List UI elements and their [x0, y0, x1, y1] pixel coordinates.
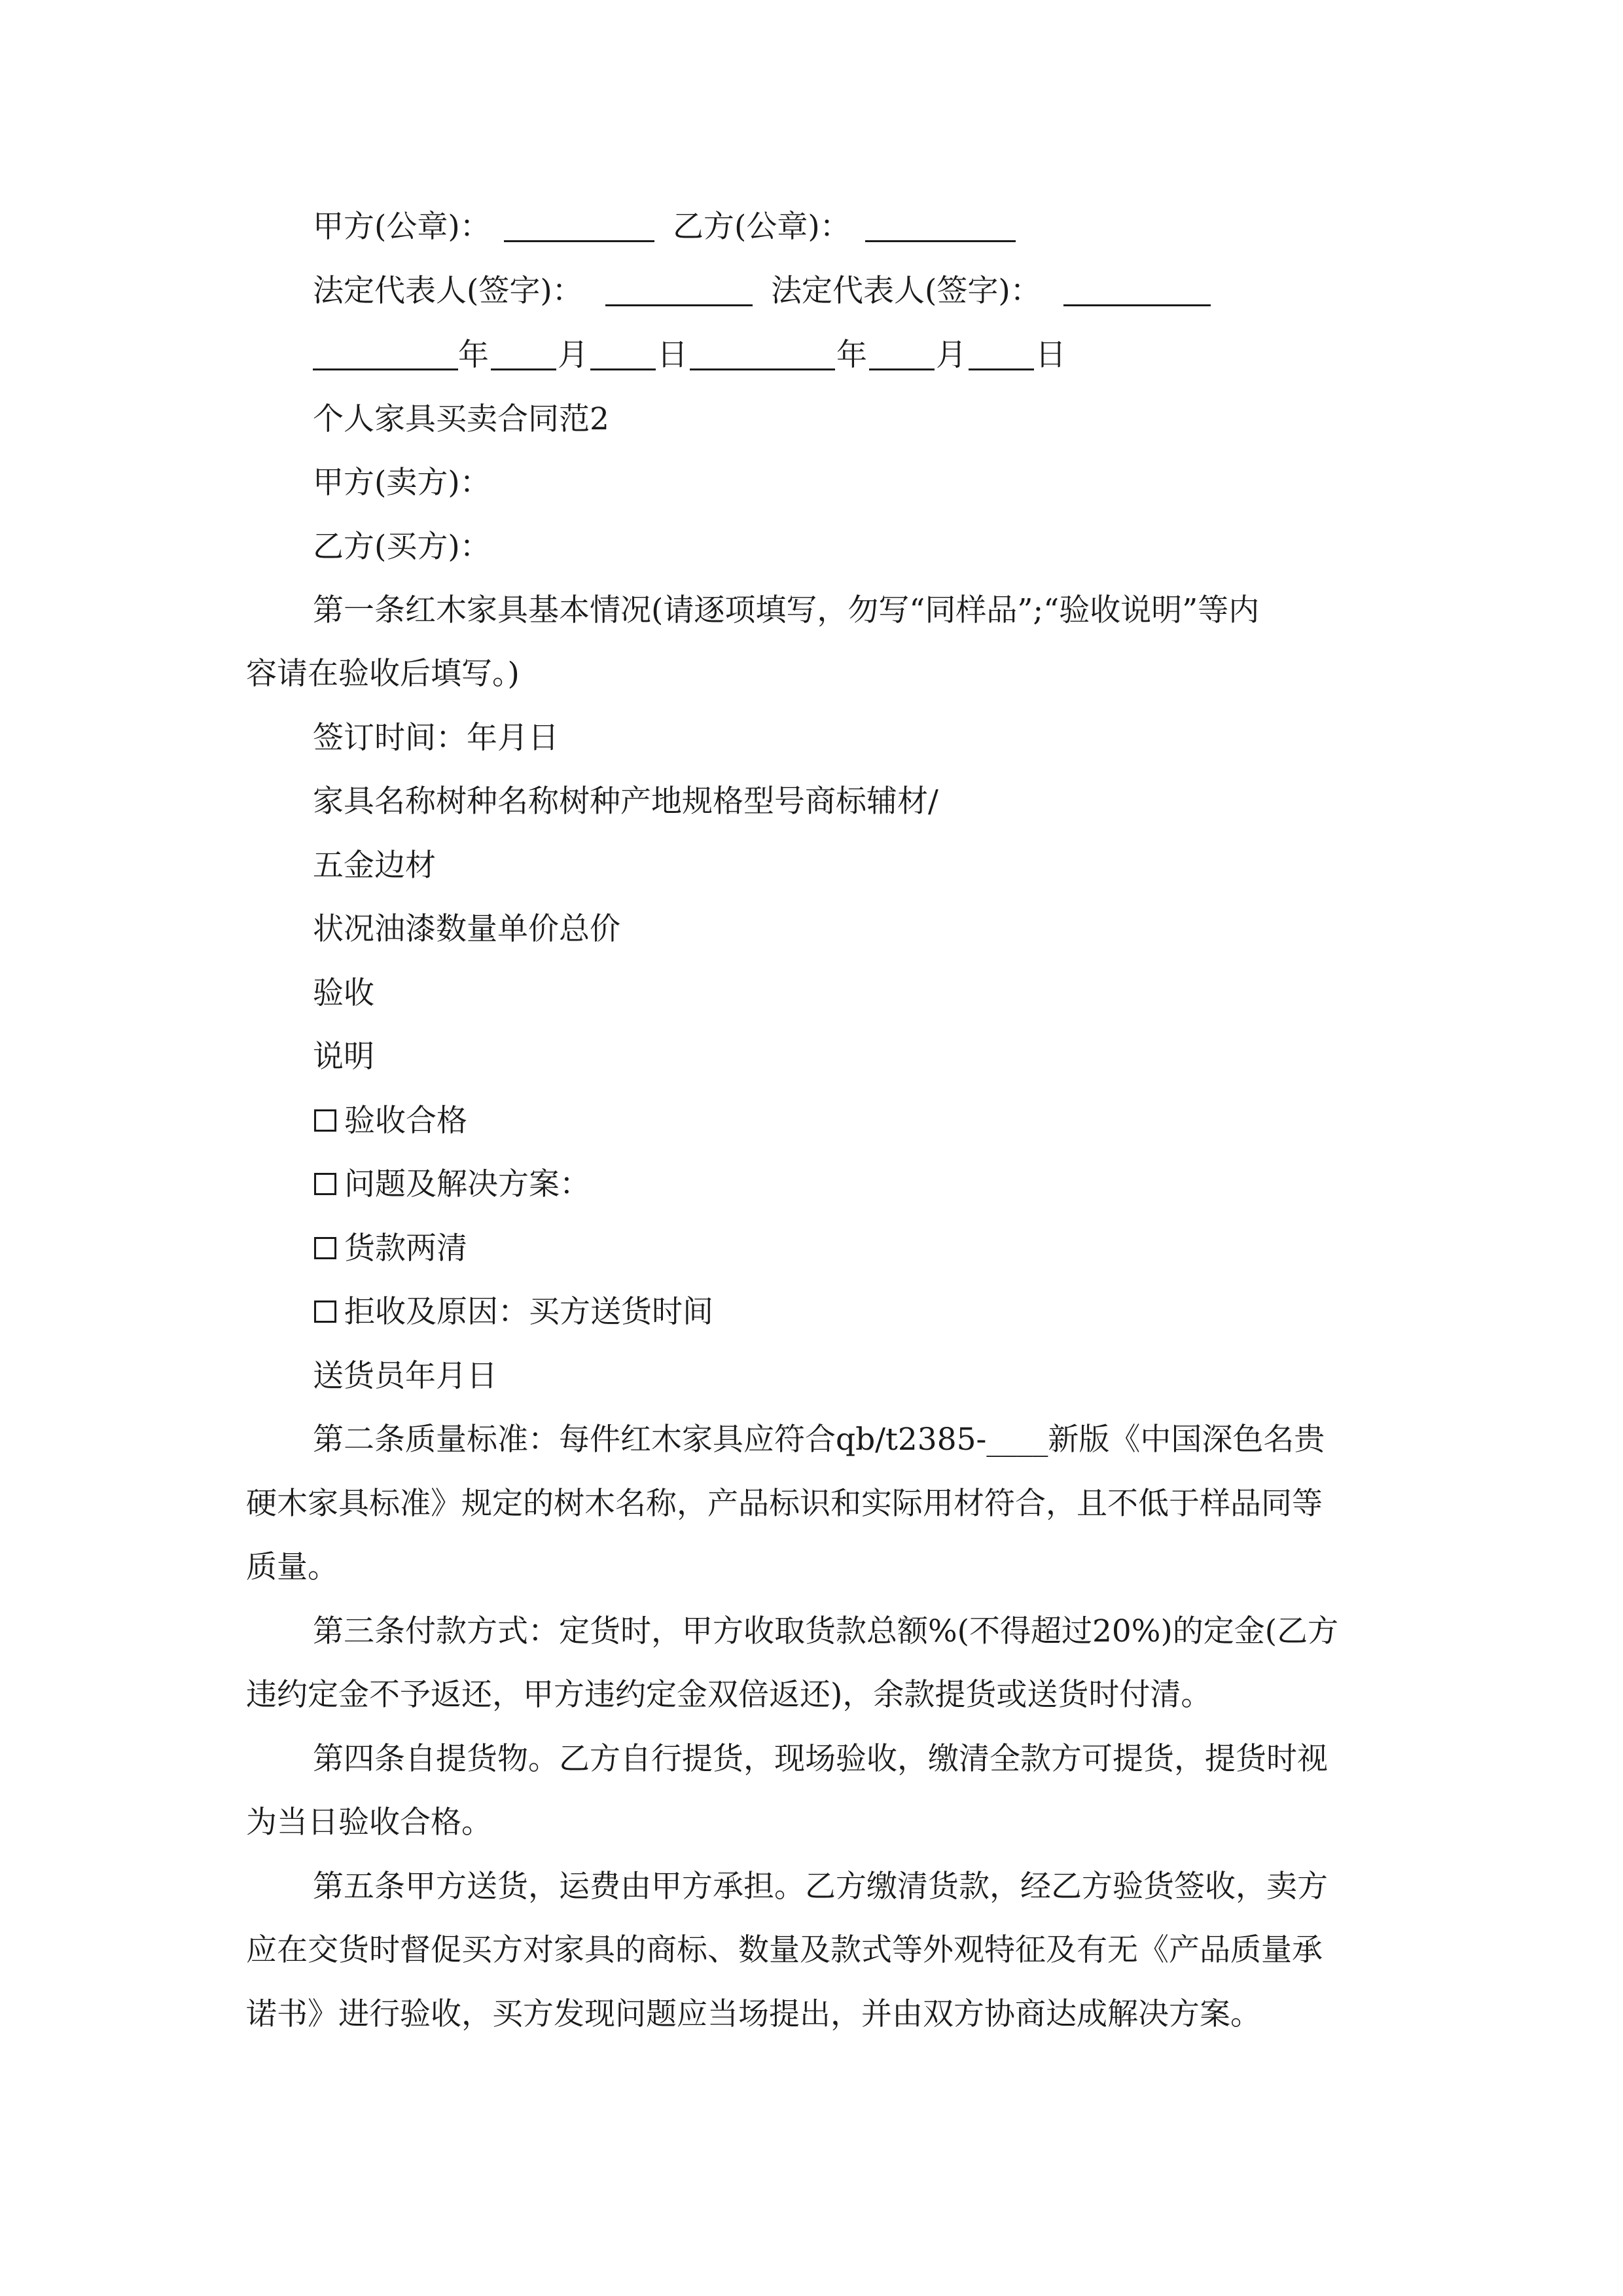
option-rejected: 拒收及原因：买方送货时间	[0, 1293, 1623, 1332]
party-b-seal-label: 乙方(公章)：	[673, 209, 851, 245]
date-b-day: 日	[1035, 337, 1066, 373]
date-a-day-field[interactable]	[590, 368, 656, 370]
date-b-year: 年	[836, 337, 867, 373]
date-a-year: 年	[458, 337, 489, 373]
article5-line3: 诺书》进行验收，买方发现问题应当场提出，并由双方协商达成解决方案。	[246, 1996, 1261, 2032]
article2-line1: 第二条质量标准：每件红木家具应符合qb/t2385-____新版《中国深色名贵	[313, 1422, 1325, 1458]
article1-line2: 容请在验收后填写。)	[246, 656, 520, 692]
party-a-rep-field[interactable]	[605, 304, 753, 306]
date-line	[0, 336, 1623, 375]
party-b-rep-field[interactable]	[1063, 304, 1211, 306]
table-header-1: 家具名称树种名称树种产地规格型号商标辅材/	[313, 783, 938, 819]
article5-line1: 第五条甲方送货，运费由甲方承担。乙方缴清货款，经乙方验货签收，卖方	[313, 1869, 1328, 1905]
seller-line: 甲方(卖方)：	[313, 465, 491, 501]
option-paid: 货款两清	[0, 1229, 1623, 1268]
article1-line1: 第一条红木家具基本情况(请逐项填写，勿写“同样品”;“验收说明”等内	[313, 592, 1260, 628]
table-header-4: 验收	[313, 975, 374, 1011]
rejected-checkbox[interactable]	[314, 1300, 336, 1323]
date-a-month-field[interactable]	[491, 368, 556, 370]
date-a-month: 月	[558, 337, 588, 373]
party-a-rep-label: 法定代表人(签字)：	[313, 273, 583, 309]
date-b-month-field[interactable]	[869, 368, 935, 370]
option-issues: 问题及解决方案：	[0, 1165, 1623, 1204]
party-a-seal-label: 甲方(公章)：	[313, 209, 491, 245]
party-a-seal-field[interactable]	[504, 240, 654, 242]
article4-line1: 第四条自提货物。乙方自行提货，现场验收，缴清全款方可提货，提货时视	[313, 1741, 1328, 1777]
buyer-line: 乙方(买方)：	[313, 529, 491, 565]
table-header-2: 五金边材	[313, 848, 436, 884]
option-accepted: 验收合格	[0, 1102, 1623, 1141]
date-b-month: 月	[936, 337, 967, 373]
delivery-person: 送货员年月日	[313, 1358, 497, 1394]
contract-title: 个人家具买卖合同范2	[313, 401, 609, 437]
party-b-rep-label: 法定代表人(签字)：	[771, 273, 1041, 309]
table-header-5: 说明	[313, 1039, 374, 1075]
paid-checkbox[interactable]	[314, 1237, 336, 1259]
seal-line	[0, 207, 1623, 247]
table-header-3: 状况油漆数量单价总价	[313, 911, 620, 947]
accepted-checkbox[interactable]	[314, 1109, 336, 1132]
article2-line2: 硬木家具标准》规定的树木名称，产品标识和实际用材符合，且不低于样品同等	[246, 1486, 1323, 1522]
article3-line2: 违约定金不予返还，甲方违约定金双倍返还)，余款提货或送货时付清。	[246, 1677, 1212, 1713]
representative-line	[0, 272, 1623, 311]
date-b-year-field[interactable]	[690, 368, 835, 370]
article4-line2: 为当日验收合格。	[246, 1804, 492, 1840]
article5-line2: 应在交货时督促买方对家具的商标、数量及款式等外观特征及有无《产品质量承	[246, 1932, 1323, 1968]
sign-time: 签订时间：年月日	[313, 720, 559, 756]
date-b-day-field[interactable]	[969, 368, 1034, 370]
article2-line3: 质量。	[246, 1549, 338, 1585]
date-a-day: 日	[657, 337, 688, 373]
date-a-year-field[interactable]	[313, 368, 458, 370]
party-b-seal-field[interactable]	[865, 240, 1016, 242]
article3-line1: 第三条付款方式：定货时，甲方收取货款总额%(不得超过20%)的定金(乙方	[313, 1613, 1339, 1649]
issues-checkbox[interactable]	[314, 1173, 336, 1195]
